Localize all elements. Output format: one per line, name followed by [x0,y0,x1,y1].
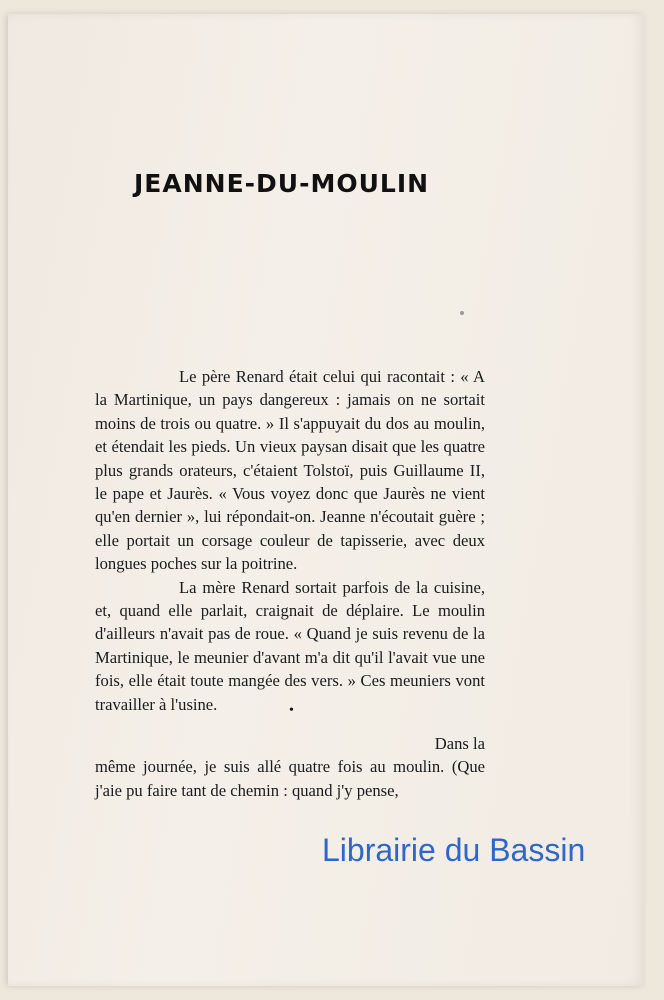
closing-text [95,732,485,802]
section-bullet: • [289,703,294,718]
body-text [95,365,485,716]
watermark-text: Librairie du Bassin [322,832,586,868]
paragraph-1: Le père Renard était celui qui racontait : « A la Martinique, un pays dangereux : jamais on ne sortait moins de trois ou quatre. » Il s'appuyait du dos au moulin, et étendait les pieds. Un vieux paysan disait que les quatre plus grands orateurs, c'étaient Tolstoï, puis Guillaume II, le pape et Jaurès. « Vous voyez donc que Jaurès ne vient qu'en dernier », lui répondait-on. Jeanne n'écoutait guère ; elle portait un corsage couleur de tapisserie, avec deux longues poches sur la poitrine. [95,367,485,574]
page-speck [460,311,464,315]
closing-lead: Dans la [434,734,485,753]
paragraph-2: La mère Renard sortait parfois de la cuisine, et, quand elle parlait, craignait de déplaire. Le moulin d'ailleurs n'avait pas de roue. « Quand je suis revenu de la Martinique, le meunier d'avant m'a dit qu'il l'avait vue une fois, elle était toute mangée des vers. » Ces meuniers vont travailler à l'usine. [95,577,485,714]
chapter-title: JEANNE-DU-MOULIN [134,169,430,198]
closing-paragraph: même journée, je suis allé quatre fois au moulin. (Que j'aie pu faire tant de chemin : quand j'y pense, [95,757,485,800]
